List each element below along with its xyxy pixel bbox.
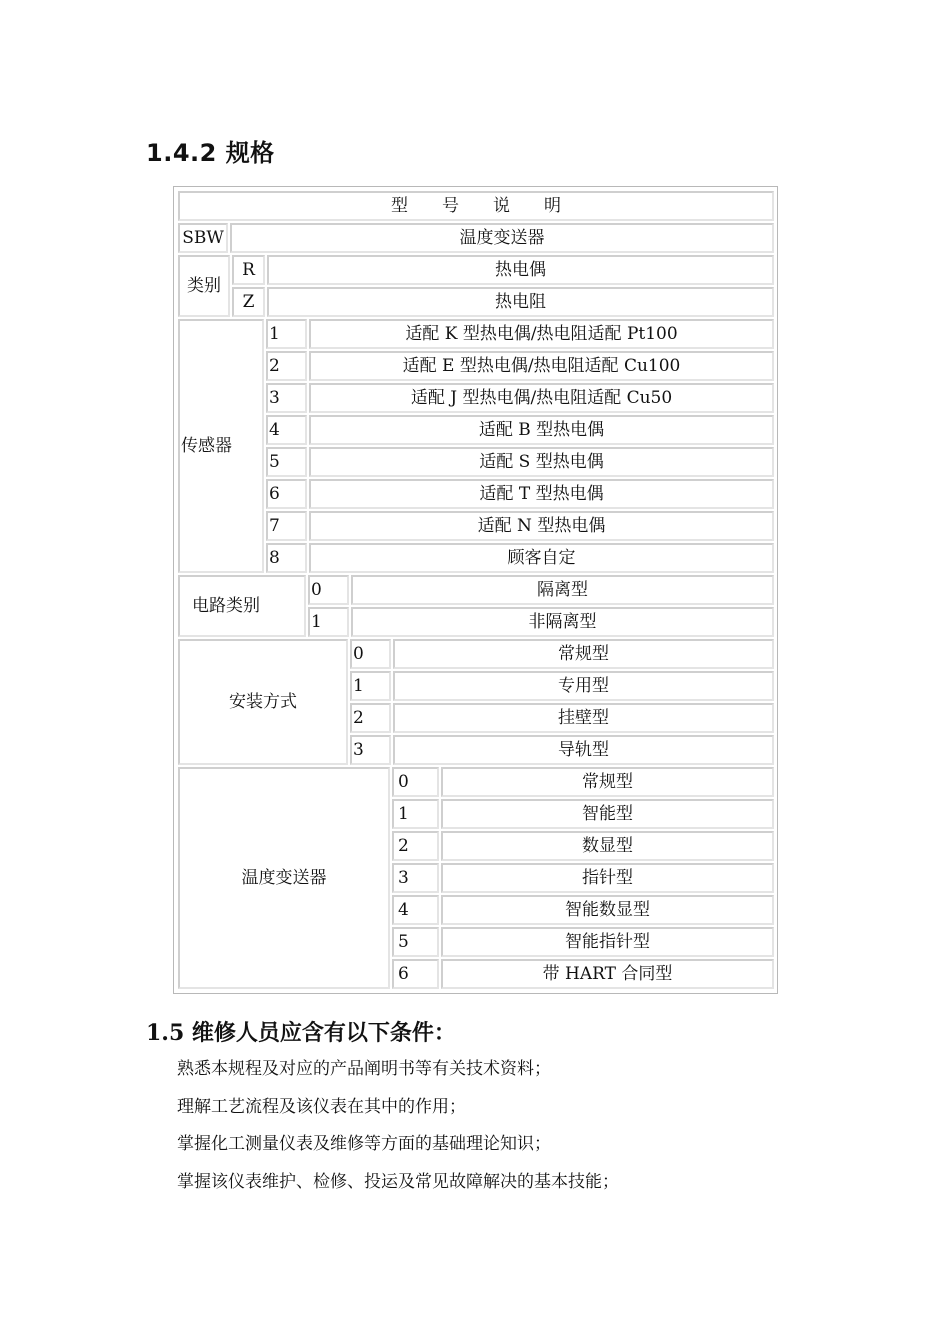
spec-table	[173, 186, 778, 994]
install-desc: 专用型	[393, 671, 774, 701]
sensor-code: 4	[266, 415, 307, 445]
circuit-code: 0	[308, 575, 349, 605]
section2-heading: 1.5 维修人员应含有以下条件：	[146, 1020, 456, 1046]
section-heading: 1.4.2 规格	[146, 139, 275, 167]
sensor-code: 6	[266, 479, 307, 509]
install-desc: 挂壁型	[393, 703, 774, 733]
sensor-desc: 适配 N 型热电偶	[309, 511, 774, 541]
transmitter-desc: 指针型	[441, 863, 774, 893]
transmitter-code: 6	[392, 959, 439, 989]
sensor-code: 7	[266, 511, 307, 541]
category-code: Z	[232, 287, 265, 317]
sensor-desc: 顾客自定	[309, 543, 774, 573]
install-code: 1	[350, 671, 391, 701]
sensor-desc: 适配 B 型热电偶	[309, 415, 774, 445]
sensor-code: 2	[266, 351, 307, 381]
install-code: 0	[350, 639, 391, 669]
requirement-item: 掌握该仪表维护、检修、投运及常见故障解决的基本技能；	[177, 1172, 619, 1192]
install-code: 3	[350, 735, 391, 765]
sensor-code: 5	[266, 447, 307, 477]
transmitter-desc: 带 HART 合同型	[441, 959, 774, 989]
sensor-desc: 适配 T 型热电偶	[309, 479, 774, 509]
transmitter-code: 5	[392, 927, 439, 957]
transmitter-desc: 常规型	[441, 767, 774, 797]
sensor-desc: 适配 K 型热电偶/热电阻适配 Pt100	[309, 319, 774, 349]
sensor-desc: 适配 J 型热电偶/热电阻适配 Cu50	[309, 383, 774, 413]
category-desc: 热电阻	[267, 287, 774, 317]
circuit-code: 1	[308, 607, 349, 637]
install-code: 2	[350, 703, 391, 733]
sensor-label: 传感器	[178, 319, 264, 573]
install-label: 安装方式	[178, 639, 348, 765]
circuit-desc: 隔离型	[351, 575, 774, 605]
transmitter-desc: 数显型	[441, 831, 774, 861]
requirement-item: 理解工艺流程及该仪表在其中的作用；	[177, 1097, 466, 1117]
install-desc: 导轨型	[393, 735, 774, 765]
category-desc: 热电偶	[267, 255, 774, 285]
install-desc: 常规型	[393, 639, 774, 669]
sensor-code: 1	[266, 319, 307, 349]
transmitter-desc: 智能型	[441, 799, 774, 829]
circuit-desc: 非隔离型	[351, 607, 774, 637]
transmitter-code: 1	[392, 799, 439, 829]
sensor-desc: 适配 S 型热电偶	[309, 447, 774, 477]
sensor-code: 8	[266, 543, 307, 573]
requirement-item: 掌握化工测量仪表及维修等方面的基础理论知识；	[177, 1134, 551, 1154]
sbw-desc: 温度变送器	[230, 223, 774, 253]
transmitter-desc: 智能数显型	[441, 895, 774, 925]
category-code: R	[232, 255, 265, 285]
circuit-label: 电路类别	[178, 575, 306, 637]
transmitter-label: 温度变送器	[178, 767, 390, 989]
sensor-desc: 适配 E 型热电偶/热电阻适配 Cu100	[309, 351, 774, 381]
category-label: 类别	[178, 255, 230, 317]
requirement-item: 熟悉本规程及对应的产品阐明书等有关技术资料；	[177, 1059, 551, 1079]
transmitter-code: 0	[392, 767, 439, 797]
table-header: 型 号 说 明	[178, 191, 774, 221]
sbw-code: SBW	[178, 223, 228, 253]
transmitter-desc: 智能指针型	[441, 927, 774, 957]
sensor-code: 3	[266, 383, 307, 413]
transmitter-code: 3	[392, 863, 439, 893]
transmitter-code: 4	[392, 895, 439, 925]
transmitter-code: 2	[392, 831, 439, 861]
